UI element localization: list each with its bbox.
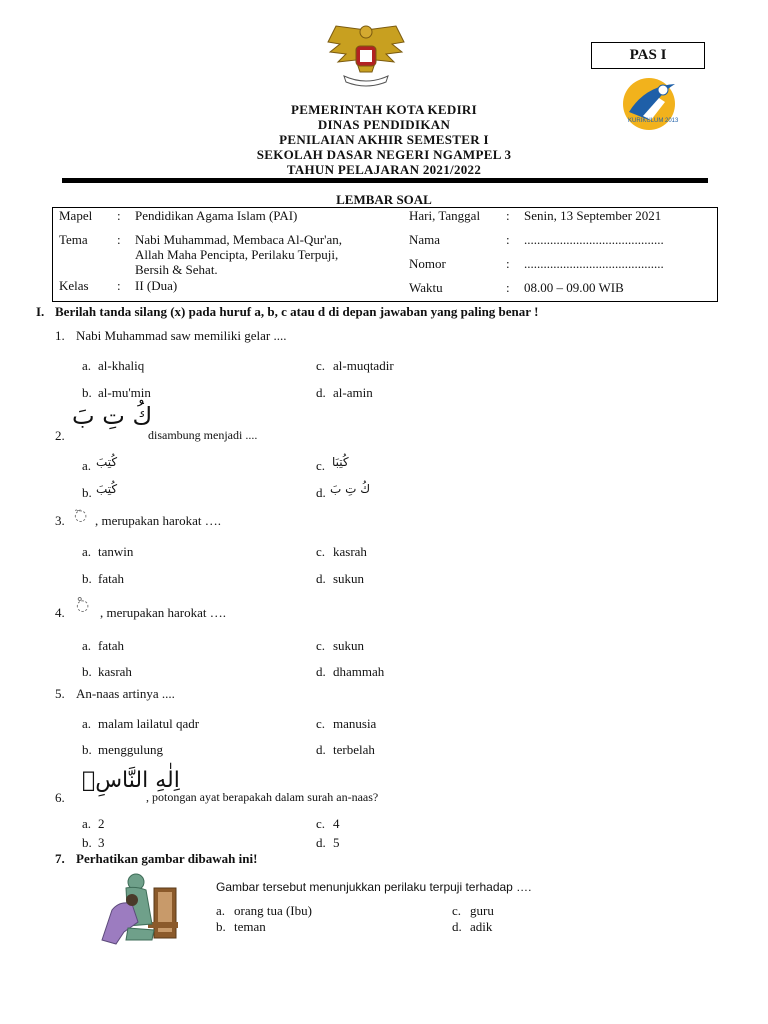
section-instruction: Berilah tanda silang (x) pada huruf a, b, c atau d di depan jawaban yang paling benar ! bbox=[55, 304, 539, 319]
q3-option-a-letter: a. bbox=[82, 544, 92, 559]
header-line-3: PENILAIAN AKHIR SEMESTER I bbox=[279, 132, 489, 147]
hari-label: Hari, Tanggal bbox=[409, 208, 481, 223]
mother-child-illustration bbox=[98, 870, 182, 948]
q7-option-d-letter: d. bbox=[452, 919, 462, 934]
q7-option-a-letter: a. bbox=[216, 903, 226, 918]
q6-option-a-letter: a. bbox=[82, 816, 92, 831]
pas-badge: PAS I bbox=[591, 42, 705, 69]
header-line-2: DINAS PENDIDIKAN bbox=[317, 117, 451, 132]
q4-option-c-letter: c. bbox=[316, 638, 326, 653]
nama-label: Nama bbox=[409, 232, 441, 247]
hari-value: Senin, 13 September 2021 bbox=[524, 208, 662, 223]
q1-option-a: al-khaliq bbox=[98, 358, 145, 373]
q4-option-a-letter: a. bbox=[82, 638, 92, 653]
tema-label: Tema bbox=[59, 232, 88, 247]
q7-option-b-letter: b. bbox=[216, 919, 226, 934]
hari-colon: : bbox=[506, 208, 510, 223]
question-4-number: 4. bbox=[55, 605, 65, 620]
q4-option-b-letter: b. bbox=[82, 664, 92, 679]
q1-option-d: al-amin bbox=[333, 385, 373, 400]
mapel-value: Pendidikan Agama Islam (PAI) bbox=[135, 208, 298, 223]
q3-option-d: sukun bbox=[333, 571, 365, 586]
waktu-label: Waktu bbox=[409, 280, 443, 295]
q2-option-b-letter: b. bbox=[82, 485, 92, 500]
q6-option-d-letter: d. bbox=[316, 835, 326, 850]
q5-option-d: terbelah bbox=[333, 742, 375, 757]
q6-option-a: 2 bbox=[98, 816, 105, 831]
question-5-text: An-naas artinya .... bbox=[76, 686, 175, 701]
question-1-text: Nabi Muhammad saw memiliki gelar .... bbox=[76, 328, 287, 343]
nomor-label: Nomor bbox=[409, 256, 446, 271]
q1-option-b: al-mu'min bbox=[98, 385, 151, 400]
header-line-1: PEMERINTAH KOTA KEDIRI bbox=[291, 102, 477, 117]
q1-option-d-letter: d. bbox=[316, 385, 326, 400]
q7-option-c-letter: c. bbox=[452, 903, 462, 918]
kelas-colon: : bbox=[117, 278, 121, 293]
q3-option-b: fatah bbox=[98, 571, 124, 586]
q5-option-a-letter: a. bbox=[82, 716, 92, 731]
question-3-arabic: ◌ٓ bbox=[74, 506, 88, 524]
nama-field: ........................................... bbox=[524, 232, 664, 247]
q5-option-d-letter: d. bbox=[316, 742, 326, 757]
nomor-colon: : bbox=[506, 256, 510, 271]
q3-option-d-letter: d. bbox=[316, 571, 326, 586]
q7-option-d: adik bbox=[470, 919, 493, 934]
q7-option-b: teman bbox=[234, 919, 266, 934]
tema-value-1: Nabi Muhammad, Membaca Al-Qur'an, bbox=[135, 232, 343, 247]
question-3-number: 3. bbox=[55, 513, 65, 528]
q6-option-b-letter: b. bbox=[82, 835, 92, 850]
question-1-number: 1. bbox=[55, 328, 65, 343]
q1-option-a-letter: a. bbox=[82, 358, 92, 373]
q6-option-c: 4 bbox=[333, 816, 340, 831]
q2-option-a: كُتِبَ bbox=[96, 455, 118, 469]
q3-option-b-letter: b. bbox=[82, 571, 92, 586]
q2-option-d: كُ تِ بَ bbox=[330, 482, 371, 496]
garuda-emblem bbox=[326, 22, 406, 90]
q2-option-c: كُتِبَا bbox=[332, 455, 349, 469]
question-6-number: 6. bbox=[55, 790, 65, 805]
question-6-arabic: اِلٰهِ النَّاسِۙ bbox=[82, 768, 180, 793]
q6-option-b: 3 bbox=[98, 835, 105, 850]
nomor-field: ........................................... bbox=[524, 256, 664, 271]
nama-colon: : bbox=[506, 232, 510, 247]
question-7-subtext: Gambar tersebut menunjukkan perilaku terpuji terhadap …. bbox=[216, 880, 532, 894]
kelas-value: II (Dua) bbox=[135, 278, 178, 293]
question-7-text: Perhatikan gambar dibawah ini! bbox=[76, 851, 258, 866]
question-6-text: , potongan ayat berapakah dalam surah an-naas? bbox=[146, 790, 379, 804]
q2-option-c-letter: c. bbox=[316, 458, 326, 473]
q5-option-a: malam lailatul qadr bbox=[98, 716, 200, 731]
q1-option-c-letter: c. bbox=[316, 358, 326, 373]
question-5-number: 5. bbox=[55, 686, 65, 701]
q5-option-c: manusia bbox=[333, 716, 377, 731]
waktu-value: 08.00 – 09.00 WIB bbox=[524, 280, 624, 295]
question-2-arabic: كُ تِ بَ bbox=[72, 402, 153, 430]
q1-option-b-letter: b. bbox=[82, 385, 92, 400]
header-line-5: TAHUN PELAJARAN 2021/2022 bbox=[286, 162, 482, 177]
question-2-number: 2. bbox=[55, 428, 65, 443]
q4-option-d: dhammah bbox=[333, 664, 385, 679]
q5-option-b: menggulung bbox=[98, 742, 163, 757]
info-box bbox=[52, 207, 718, 302]
q1-option-c: al-muqtadir bbox=[333, 358, 394, 373]
tema-value-2: Allah Maha Pencipta, Perilaku Terpuji, bbox=[135, 247, 339, 262]
kelas-label: Kelas bbox=[59, 278, 89, 293]
question-4-arabic: ◌ْ bbox=[76, 596, 90, 614]
question-4-text: , merupakan harokat …. bbox=[100, 605, 226, 620]
section-number: I. bbox=[36, 304, 45, 319]
q2-option-b: كُتِبَ bbox=[96, 482, 118, 496]
question-3-text: , merupakan harokat …. bbox=[95, 513, 221, 528]
mapel-label: Mapel bbox=[59, 208, 93, 223]
q3-option-c-letter: c. bbox=[316, 544, 326, 559]
question-2-text: disambung menjadi .... bbox=[148, 428, 258, 442]
kurikulum-logo-text: KURIKULUM 2013 bbox=[628, 118, 679, 124]
tema-value-3: Bersih & Sehat. bbox=[135, 262, 218, 277]
q4-option-c: sukun bbox=[333, 638, 365, 653]
q6-option-d: 5 bbox=[333, 835, 340, 850]
header-line-4: SEKOLAH DASAR NEGERI NGAMPEL 3 bbox=[256, 147, 512, 162]
q7-option-a: orang tua (Ibu) bbox=[234, 903, 312, 918]
q6-option-c-letter: c. bbox=[316, 816, 326, 831]
header-divider bbox=[62, 178, 708, 183]
q3-option-a: tanwin bbox=[98, 544, 134, 559]
q5-option-c-letter: c. bbox=[316, 716, 326, 731]
sheet-title: LEMBAR SOAL bbox=[336, 192, 432, 207]
q4-option-a: fatah bbox=[98, 638, 124, 653]
mapel-colon: : bbox=[117, 208, 121, 223]
question-7-number: 7. bbox=[55, 851, 65, 866]
q5-option-b-letter: b. bbox=[82, 742, 92, 757]
tema-colon: : bbox=[117, 232, 121, 247]
waktu-colon: : bbox=[506, 280, 510, 295]
q7-option-c: guru bbox=[470, 903, 494, 918]
q4-option-d-letter: d. bbox=[316, 664, 326, 679]
q2-option-d-letter: d. bbox=[316, 485, 326, 500]
q3-option-c: kasrah bbox=[333, 544, 367, 559]
q4-option-b: kasrah bbox=[98, 664, 132, 679]
q2-option-a-letter: a. bbox=[82, 458, 92, 473]
